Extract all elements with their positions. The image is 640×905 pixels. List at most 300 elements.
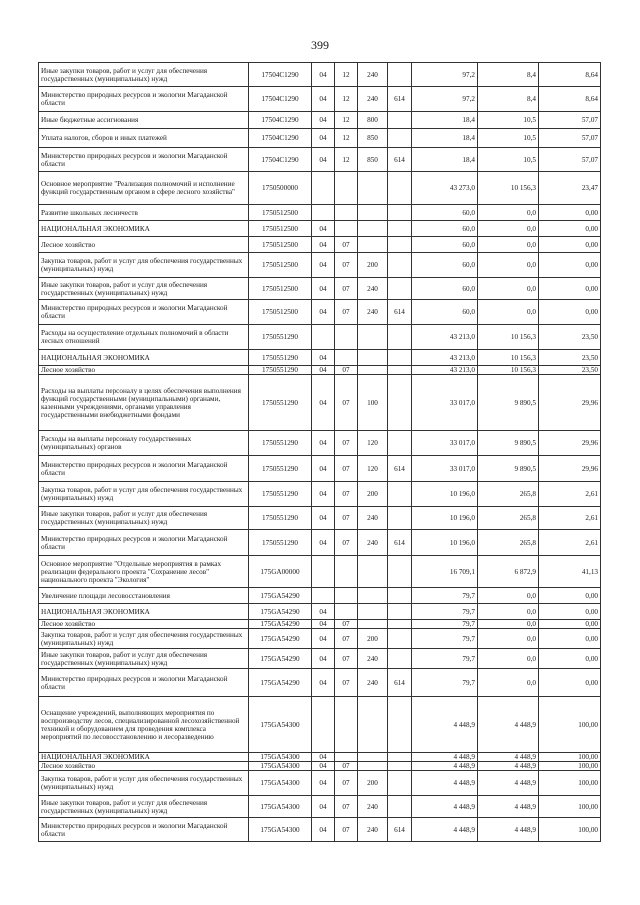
cell-grbs (388, 697, 412, 753)
cell-section: 04 (312, 771, 335, 796)
cell-subsection: 12 (335, 112, 358, 129)
table-row (39, 697, 601, 753)
cell-target-code: 1750512500 (249, 300, 312, 325)
cell-expense-type: 240 (358, 796, 388, 818)
cell-target-code: 17504С1290 (249, 112, 312, 129)
cell-expense-type: 120 (358, 431, 388, 456)
table-row (39, 796, 601, 818)
cell-plan: 60,0 (412, 253, 478, 278)
cell-expense-type (358, 350, 388, 366)
cell-expense-type (358, 237, 388, 253)
table-row (39, 556, 601, 588)
cell-percent: 0,00 (539, 620, 601, 629)
cell-section: 04 (312, 366, 335, 375)
cell-expense-type: 240 (358, 63, 388, 87)
table-row (39, 205, 601, 221)
cell-subsection (335, 588, 358, 604)
cell-grbs (388, 63, 412, 87)
cell-section: 04 (312, 507, 335, 530)
cell-target-code: 17504С1290 (249, 148, 312, 172)
cell-section (312, 325, 335, 350)
cell-expense-type (358, 697, 388, 753)
cell-name: Расходы на выплаты персоналу государственных (муниципальных) органов (39, 431, 249, 456)
cell-expense-type (358, 620, 388, 629)
cell-fact: 10 156,3 (478, 172, 539, 205)
cell-percent: 29,96 (539, 431, 601, 456)
cell-plan: 4 448,9 (412, 796, 478, 818)
cell-target-code: 175GA54290 (249, 588, 312, 604)
table-row (39, 221, 601, 237)
budget-table (38, 62, 601, 842)
cell-name: Иные закупки товаров, работ и услуг для обеспечения государственных (муниципальных) нужд (39, 63, 249, 87)
cell-target-code: 175GA54290 (249, 649, 312, 669)
cell-expense-type (358, 762, 388, 771)
page-number: 399 (311, 38, 329, 52)
cell-subsection: 12 (335, 148, 358, 172)
cell-expense-type (358, 588, 388, 604)
cell-percent: 8,64 (539, 87, 601, 112)
cell-expense-type: 200 (358, 253, 388, 278)
cell-section: 04 (312, 253, 335, 278)
cell-name: Расходы на выплаты персоналу в целях обеспечения выполнения функций государственными (муниципальными) органами, казенными учреждениями, органами управления государственными внебюджетными фондами (39, 375, 249, 431)
cell-name: Основное мероприятие "Отдельные мероприятия в рамках реализации федерального проекта "Сохранение лесов" национального проекта "Экология" (39, 556, 249, 588)
cell-fact: 8,4 (478, 63, 539, 87)
cell-subsection (335, 172, 358, 205)
cell-fact: 0,0 (478, 205, 539, 221)
cell-fact: 10 156,3 (478, 366, 539, 375)
cell-name: Иные закупки товаров, работ и услуг для обеспечения государственных (муниципальных) нужд (39, 278, 249, 300)
cell-plan: 4 448,9 (412, 771, 478, 796)
table-row (39, 350, 601, 366)
cell-percent: 0,00 (539, 205, 601, 221)
cell-name: Министерство природных ресурсов и экологии Магаданской области (39, 300, 249, 325)
cell-plan: 43 213,0 (412, 350, 478, 366)
cell-grbs: 614 (388, 818, 412, 842)
cell-percent: 29,96 (539, 456, 601, 482)
cell-fact: 0,0 (478, 620, 539, 629)
cell-section: 04 (312, 456, 335, 482)
cell-plan: 97,2 (412, 63, 478, 87)
cell-grbs (388, 129, 412, 148)
cell-plan: 79,7 (412, 669, 478, 697)
cell-plan: 10 196,0 (412, 530, 478, 556)
table-row (39, 507, 601, 530)
cell-plan: 79,7 (412, 604, 478, 620)
cell-plan: 10 196,0 (412, 482, 478, 507)
cell-subsection: 07 (335, 771, 358, 796)
cell-section: 04 (312, 818, 335, 842)
cell-target-code: 1750551290 (249, 366, 312, 375)
cell-subsection: 07 (335, 431, 358, 456)
cell-name: Закупка товаров, работ и услуг для обеспечения государственных (муниципальных) нужд (39, 629, 249, 649)
cell-section: 04 (312, 112, 335, 129)
cell-plan: 79,7 (412, 588, 478, 604)
cell-plan: 33 017,0 (412, 375, 478, 431)
cell-percent: 41,13 (539, 556, 601, 588)
cell-target-code: 1750551290 (249, 375, 312, 431)
table-row (39, 278, 601, 300)
cell-plan: 18,4 (412, 129, 478, 148)
cell-fact: 9 890,5 (478, 431, 539, 456)
cell-target-code: 175GA54290 (249, 629, 312, 649)
cell-expense-type: 240 (358, 818, 388, 842)
cell-plan: 4 448,9 (412, 818, 478, 842)
table-row (39, 366, 601, 375)
cell-subsection: 07 (335, 818, 358, 842)
cell-percent: 0,00 (539, 253, 601, 278)
table-row (39, 112, 601, 129)
cell-expense-type (358, 172, 388, 205)
cell-section: 04 (312, 669, 335, 697)
cell-name: Расходы на осуществление отдельных полномочий в области лесных отношений (39, 325, 249, 350)
cell-subsection: 12 (335, 63, 358, 87)
cell-name: НАЦИОНАЛЬНАЯ ЭКОНОМИКА (39, 604, 249, 620)
cell-subsection: 07 (335, 669, 358, 697)
cell-target-code: 1750512500 (249, 253, 312, 278)
cell-target-code: 17504С1290 (249, 129, 312, 148)
cell-target-code: 1750551290 (249, 325, 312, 350)
cell-percent: 0,00 (539, 237, 601, 253)
cell-name: Министерство природных ресурсов и экологии Магаданской области (39, 669, 249, 697)
cell-fact: 10 156,3 (478, 350, 539, 366)
cell-name: Закупка товаров, работ и услуг для обеспечения государственных (муниципальных) нужд (39, 253, 249, 278)
cell-section: 04 (312, 148, 335, 172)
table-row (39, 456, 601, 482)
cell-grbs (388, 172, 412, 205)
cell-name: Министерство природных ресурсов и экологии Магаданской области (39, 148, 249, 172)
cell-fact: 0,0 (478, 253, 539, 278)
cell-fact: 0,0 (478, 278, 539, 300)
table-row (39, 482, 601, 507)
cell-percent: 100,00 (539, 697, 601, 753)
table-row (39, 253, 601, 278)
cell-fact: 0,0 (478, 588, 539, 604)
cell-grbs (388, 753, 412, 762)
cell-subsection (335, 205, 358, 221)
table-row (39, 762, 601, 771)
cell-expense-type (358, 325, 388, 350)
cell-target-code: 175GA00000 (249, 556, 312, 588)
cell-target-code: 175GA54300 (249, 762, 312, 771)
cell-subsection: 07 (335, 456, 358, 482)
cell-name: Министерство природных ресурсов и экологии Магаданской области (39, 530, 249, 556)
cell-fact: 9 890,5 (478, 456, 539, 482)
cell-target-code: 175GA54290 (249, 669, 312, 697)
cell-grbs (388, 796, 412, 818)
cell-target-code: 1750512500 (249, 205, 312, 221)
cell-fact: 0,0 (478, 649, 539, 669)
cell-name: НАЦИОНАЛЬНАЯ ЭКОНОМИКА (39, 350, 249, 366)
cell-fact: 0,0 (478, 237, 539, 253)
cell-percent: 57,07 (539, 148, 601, 172)
cell-grbs: 614 (388, 456, 412, 482)
table-row (39, 63, 601, 87)
cell-grbs (388, 278, 412, 300)
cell-fact: 8,4 (478, 87, 539, 112)
cell-target-code: 175GA54300 (249, 771, 312, 796)
cell-percent: 8,64 (539, 63, 601, 87)
cell-name: Уплата налогов, сборов и иных платежей (39, 129, 249, 148)
table-body (39, 63, 601, 842)
cell-subsection: 07 (335, 530, 358, 556)
cell-name: Лесное хозяйство (39, 762, 249, 771)
cell-plan: 4 448,9 (412, 753, 478, 762)
cell-section (312, 172, 335, 205)
cell-percent: 100,00 (539, 753, 601, 762)
cell-target-code: 1750551290 (249, 456, 312, 482)
cell-subsection: 07 (335, 507, 358, 530)
cell-subsection: 07 (335, 278, 358, 300)
cell-plan: 4 448,9 (412, 697, 478, 753)
cell-expense-type: 240 (358, 300, 388, 325)
cell-target-code: 175GA54300 (249, 796, 312, 818)
cell-grbs (388, 556, 412, 588)
cell-grbs (388, 771, 412, 796)
cell-percent: 2,61 (539, 482, 601, 507)
cell-subsection: 07 (335, 649, 358, 669)
cell-plan: 43 213,0 (412, 325, 478, 350)
cell-fact: 4 448,9 (478, 818, 539, 842)
cell-plan: 33 017,0 (412, 431, 478, 456)
cell-grbs (388, 205, 412, 221)
cell-percent: 0,00 (539, 604, 601, 620)
cell-percent: 2,61 (539, 530, 601, 556)
cell-expense-type (358, 556, 388, 588)
cell-subsection: 07 (335, 375, 358, 431)
table-row (39, 172, 601, 205)
table-row (39, 325, 601, 350)
cell-fact: 4 448,9 (478, 697, 539, 753)
cell-section: 04 (312, 63, 335, 87)
cell-subsection (335, 350, 358, 366)
cell-name: Лесное хозяйство (39, 237, 249, 253)
cell-expense-type: 200 (358, 482, 388, 507)
cell-plan: 60,0 (412, 278, 478, 300)
cell-fact: 10 156,3 (478, 325, 539, 350)
cell-subsection: 07 (335, 629, 358, 649)
cell-expense-type (358, 221, 388, 237)
cell-section (312, 556, 335, 588)
cell-section: 04 (312, 530, 335, 556)
cell-target-code: 175GA54300 (249, 697, 312, 753)
table-row (39, 87, 601, 112)
cell-plan: 79,7 (412, 629, 478, 649)
cell-expense-type: 240 (358, 87, 388, 112)
cell-name: Лесное хозяйство (39, 620, 249, 629)
cell-expense-type (358, 604, 388, 620)
cell-subsection: 07 (335, 253, 358, 278)
cell-subsection: 07 (335, 366, 358, 375)
cell-subsection (335, 556, 358, 588)
cell-grbs (388, 221, 412, 237)
cell-plan: 10 196,0 (412, 507, 478, 530)
cell-expense-type: 240 (358, 649, 388, 669)
table-row (39, 129, 601, 148)
cell-plan: 60,0 (412, 205, 478, 221)
cell-grbs (388, 350, 412, 366)
cell-percent: 0,00 (539, 629, 601, 649)
cell-fact: 4 448,9 (478, 762, 539, 771)
cell-target-code: 175GA54290 (249, 620, 312, 629)
cell-percent: 0,00 (539, 221, 601, 237)
table-row (39, 818, 601, 842)
cell-grbs (388, 325, 412, 350)
cell-name: Министерство природных ресурсов и экологии Магаданской области (39, 87, 249, 112)
cell-subsection: 07 (335, 300, 358, 325)
table-row (39, 620, 601, 629)
cell-target-code: 1750551290 (249, 507, 312, 530)
cell-plan: 43 213,0 (412, 366, 478, 375)
cell-name: Закупка товаров, работ и услуг для обеспечения государственных (муниципальных) нужд (39, 482, 249, 507)
cell-section: 04 (312, 129, 335, 148)
cell-target-code: 175GA54300 (249, 753, 312, 762)
cell-section (312, 205, 335, 221)
cell-target-code: 1750551290 (249, 431, 312, 456)
cell-section: 04 (312, 604, 335, 620)
cell-grbs: 614 (388, 148, 412, 172)
cell-grbs (388, 431, 412, 456)
cell-grbs: 614 (388, 530, 412, 556)
cell-expense-type: 240 (358, 507, 388, 530)
cell-grbs: 614 (388, 669, 412, 697)
cell-grbs (388, 507, 412, 530)
cell-fact: 0,0 (478, 629, 539, 649)
cell-name: НАЦИОНАЛЬНАЯ ЭКОНОМИКА (39, 753, 249, 762)
cell-name: НАЦИОНАЛЬНАЯ ЭКОНОМИКА (39, 221, 249, 237)
cell-plan: 60,0 (412, 237, 478, 253)
cell-percent: 57,07 (539, 112, 601, 129)
table-row (39, 604, 601, 620)
table-row (39, 669, 601, 697)
cell-grbs (388, 112, 412, 129)
cell-plan: 60,0 (412, 221, 478, 237)
table-row (39, 237, 601, 253)
cell-section: 04 (312, 649, 335, 669)
cell-section: 04 (312, 221, 335, 237)
cell-subsection (335, 697, 358, 753)
table-row (39, 431, 601, 456)
cell-fact: 10,5 (478, 129, 539, 148)
cell-target-code: 1750512500 (249, 237, 312, 253)
cell-grbs (388, 620, 412, 629)
cell-section: 04 (312, 300, 335, 325)
cell-percent: 57,07 (539, 129, 601, 148)
cell-plan: 18,4 (412, 112, 478, 129)
cell-target-code: 175GA54290 (249, 604, 312, 620)
cell-plan: 43 273,0 (412, 172, 478, 205)
cell-grbs (388, 649, 412, 669)
cell-section: 04 (312, 237, 335, 253)
cell-subsection: 12 (335, 87, 358, 112)
cell-section: 04 (312, 762, 335, 771)
cell-section: 04 (312, 375, 335, 431)
cell-target-code: 17504С1290 (249, 63, 312, 87)
table-row (39, 649, 601, 669)
cell-section: 04 (312, 278, 335, 300)
cell-percent: 29,96 (539, 375, 601, 431)
cell-name: Министерство природных ресурсов и экологии Магаданской области (39, 456, 249, 482)
table-row (39, 530, 601, 556)
cell-plan: 33 017,0 (412, 456, 478, 482)
cell-percent: 100,00 (539, 771, 601, 796)
cell-plan: 79,7 (412, 649, 478, 669)
cell-expense-type: 240 (358, 669, 388, 697)
table-row (39, 588, 601, 604)
cell-target-code: 1750551290 (249, 530, 312, 556)
cell-name: Оснащение учреждений, выполняющих мероприятия по воспроизводству лесов, специализированной лесохозяйственной техникой и оборудованием для проведения комплекса мероприятий по лесовосстановлению и лесоразведению (39, 697, 249, 753)
cell-grbs (388, 762, 412, 771)
cell-grbs (388, 366, 412, 375)
cell-grbs (388, 253, 412, 278)
cell-expense-type: 240 (358, 530, 388, 556)
cell-fact: 0,0 (478, 221, 539, 237)
cell-section (312, 697, 335, 753)
table-row (39, 300, 601, 325)
table-row (39, 375, 601, 431)
cell-fact: 9 890,5 (478, 375, 539, 431)
cell-name: Министерство природных ресурсов и экологии Магаданской области (39, 818, 249, 842)
cell-grbs: 614 (388, 300, 412, 325)
cell-percent: 23,47 (539, 172, 601, 205)
cell-percent: 0,00 (539, 588, 601, 604)
cell-subsection: 07 (335, 237, 358, 253)
cell-subsection: 12 (335, 129, 358, 148)
cell-grbs (388, 375, 412, 431)
cell-name: Иные закупки товаров, работ и услуг для обеспечения государственных (муниципальных) нужд (39, 796, 249, 818)
cell-section: 04 (312, 350, 335, 366)
cell-grbs (388, 482, 412, 507)
cell-subsection: 07 (335, 796, 358, 818)
cell-grbs (388, 629, 412, 649)
cell-plan: 97,2 (412, 87, 478, 112)
cell-fact: 265,8 (478, 507, 539, 530)
cell-section: 04 (312, 796, 335, 818)
cell-name: Лесное хозяйство (39, 366, 249, 375)
cell-percent: 100,00 (539, 796, 601, 818)
cell-grbs (388, 604, 412, 620)
cell-target-code: 175GA54300 (249, 818, 312, 842)
cell-fact: 4 448,9 (478, 771, 539, 796)
cell-subsection (335, 753, 358, 762)
cell-expense-type: 100 (358, 375, 388, 431)
cell-percent: 0,00 (539, 649, 601, 669)
cell-plan: 18,4 (412, 148, 478, 172)
cell-percent: 0,00 (539, 300, 601, 325)
cell-subsection: 07 (335, 620, 358, 629)
table-row (39, 629, 601, 649)
cell-percent: 23,50 (539, 350, 601, 366)
cell-name: Иные закупки товаров, работ и услуг для обеспечения государственных (муниципальных) нужд (39, 507, 249, 530)
cell-subsection: 07 (335, 762, 358, 771)
cell-name: Увеличение площади лесовосстановления (39, 588, 249, 604)
cell-name: Развитие школьных лесничеств (39, 205, 249, 221)
cell-expense-type: 240 (358, 278, 388, 300)
cell-target-code: 17504С1290 (249, 87, 312, 112)
table-row (39, 753, 601, 762)
cell-name: Иные закупки товаров, работ и услуг для обеспечения государственных (муниципальных) нужд (39, 649, 249, 669)
cell-name: Иные бюджетные ассигнования (39, 112, 249, 129)
cell-subsection (335, 221, 358, 237)
cell-fact: 0,0 (478, 669, 539, 697)
cell-expense-type (358, 205, 388, 221)
cell-fact: 0,0 (478, 300, 539, 325)
cell-target-code: 1750551290 (249, 482, 312, 507)
cell-percent: 100,00 (539, 818, 601, 842)
cell-target-code: 1750500000 (249, 172, 312, 205)
cell-expense-type: 120 (358, 456, 388, 482)
cell-fact: 4 448,9 (478, 796, 539, 818)
cell-grbs: 614 (388, 87, 412, 112)
